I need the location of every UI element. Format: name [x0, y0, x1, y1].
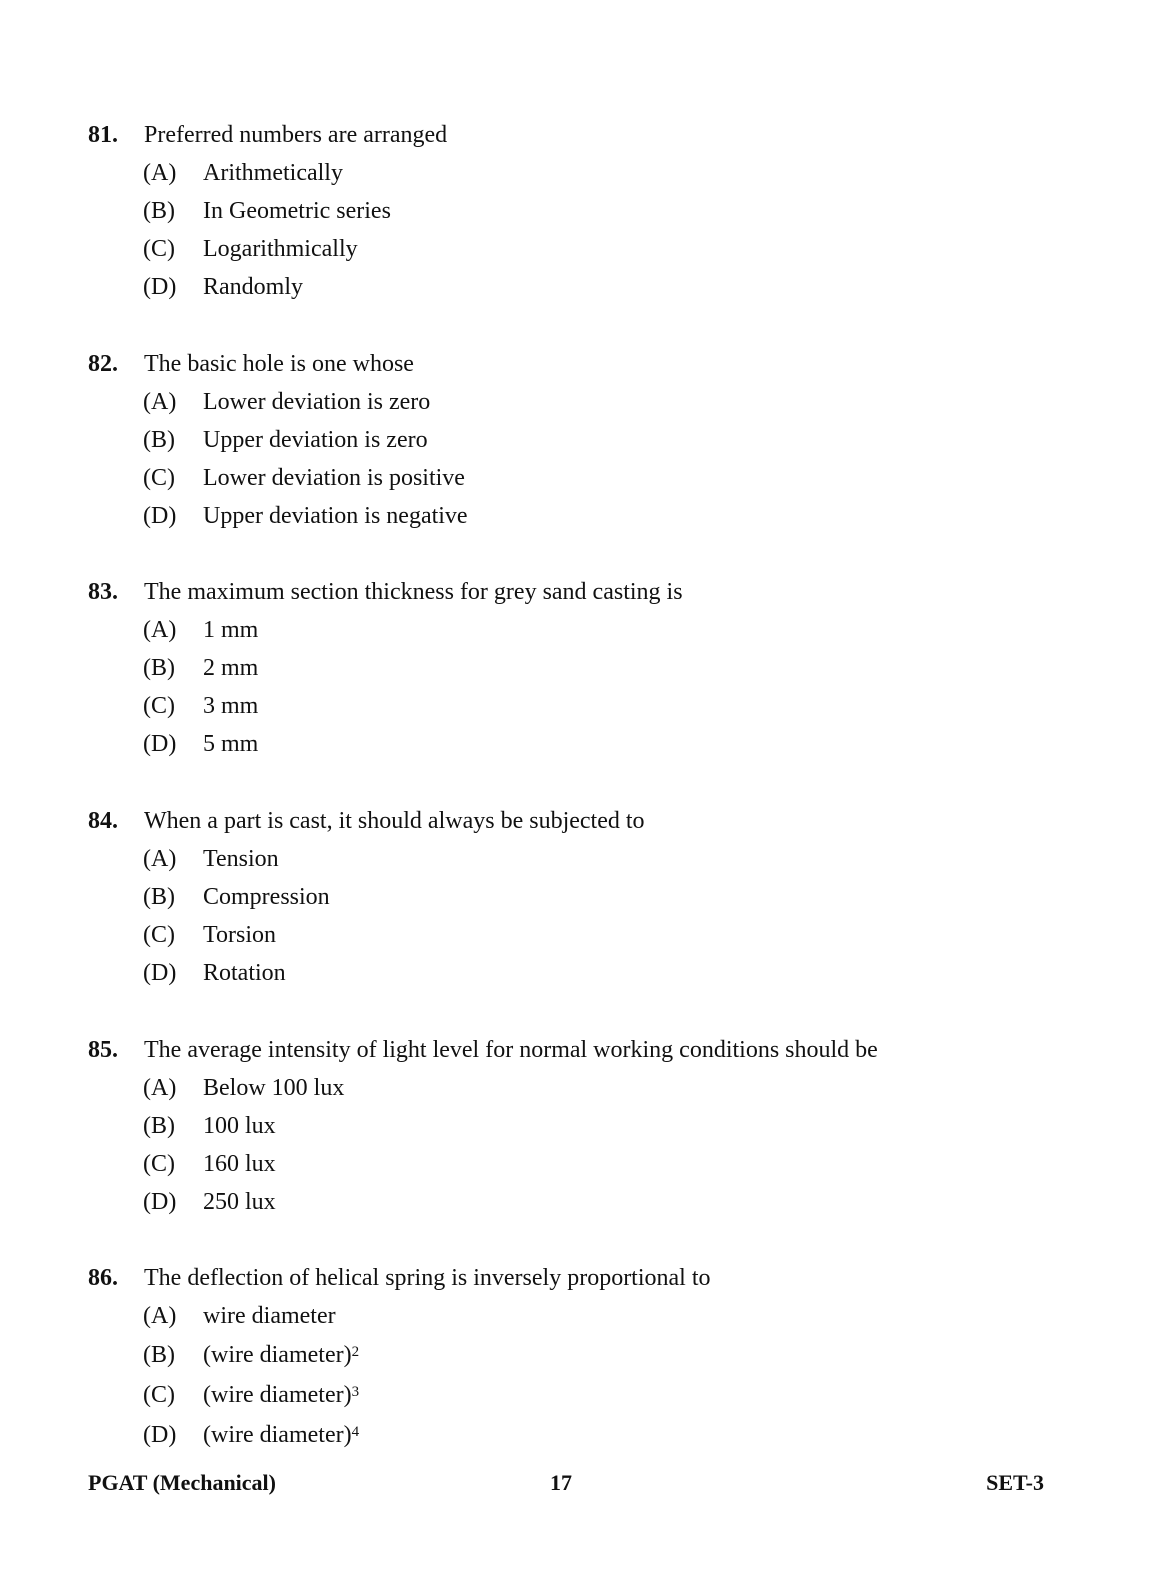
option-letter: (C) [143, 692, 175, 719]
option-text: (wire diameter) [203, 1381, 352, 1408]
option-text: 250 lux [203, 1188, 276, 1215]
option-b [88, 1335, 1048, 1375]
question-stem [88, 802, 1048, 840]
option-text: 100 lux [203, 1112, 276, 1139]
exponent: 3 [351, 1383, 360, 1400]
question-84 [88, 802, 1048, 992]
question-text: The maximum section thickness for grey sand casting is [144, 578, 683, 605]
option-b [88, 192, 1048, 230]
option-text: Upper deviation is zero [203, 426, 428, 453]
question-83 [88, 573, 1048, 763]
question-text: The deflection of helical spring is inversely proportional to [144, 1264, 711, 1291]
option-letter: (D) [143, 1188, 177, 1215]
option-d [88, 268, 1048, 306]
option-b [88, 1107, 1048, 1145]
option-letter: (C) [143, 464, 175, 491]
option-letter: (D) [143, 502, 177, 529]
question-82 [88, 345, 1048, 535]
question-81 [88, 116, 1048, 306]
option-text: (wire diameter) [203, 1341, 352, 1368]
option-text: Lower deviation is positive [203, 464, 465, 491]
option-letter: (A) [143, 616, 177, 643]
option-letter: (A) [143, 159, 177, 186]
question-text: The average intensity of light level for normal working conditions should be [144, 1036, 878, 1063]
question-number: 83. [88, 578, 118, 605]
option-b [88, 878, 1048, 916]
option-text: Arithmetically [203, 159, 343, 186]
question-stem [88, 573, 1048, 611]
option-a [88, 611, 1048, 649]
option-letter: (B) [143, 1112, 175, 1139]
option-a [88, 1069, 1048, 1107]
exponent: 2 [351, 1343, 360, 1360]
option-text: Rotation [203, 959, 286, 986]
option-b [88, 649, 1048, 687]
option-letter: (A) [143, 845, 177, 872]
question-86 [88, 1259, 1048, 1455]
question-stem [88, 345, 1048, 383]
option-letter: (D) [143, 959, 177, 986]
option-d [88, 1183, 1048, 1221]
option-b [88, 421, 1048, 459]
option-c [88, 459, 1048, 497]
option-d [88, 725, 1048, 763]
question-number: 84. [88, 807, 118, 834]
option-c [88, 1375, 1048, 1415]
question-number: 86. [88, 1264, 118, 1291]
option-letter: (A) [143, 1302, 177, 1329]
option-letter: (B) [143, 426, 175, 453]
option-a [88, 383, 1048, 421]
footer-subject: PGAT (Mechanical) [88, 1470, 276, 1495]
option-text: Below 100 lux [203, 1074, 345, 1101]
option-text: In Geometric series [203, 197, 391, 224]
option-c [88, 1145, 1048, 1183]
option-a [88, 1297, 1048, 1335]
option-letter: (B) [143, 883, 175, 910]
question-text: When a part is cast, it should always be subjected to [144, 807, 645, 834]
option-text: 160 lux [203, 1150, 276, 1177]
option-text: 3 mm [203, 692, 259, 719]
option-d [88, 497, 1048, 535]
question-number: 81. [88, 121, 118, 148]
option-c [88, 230, 1048, 268]
page-footer [88, 1470, 1044, 1500]
option-d [88, 1415, 1048, 1455]
option-d [88, 954, 1048, 992]
option-text: Randomly [203, 273, 303, 300]
option-c [88, 687, 1048, 725]
option-text: Compression [203, 883, 330, 910]
option-text: Torsion [203, 921, 276, 948]
question-text: Preferred numbers are arranged [144, 121, 448, 148]
option-letter: (D) [143, 1421, 177, 1448]
question-85 [88, 1031, 1048, 1221]
option-letter: (D) [143, 730, 177, 757]
option-text: Upper deviation is negative [203, 502, 468, 529]
option-c [88, 916, 1048, 954]
option-text: 1 mm [203, 616, 259, 643]
option-text: Lower deviation is zero [203, 388, 431, 415]
option-letter: (A) [143, 388, 177, 415]
option-text: wire diameter [203, 1302, 336, 1329]
option-letter: (B) [143, 1341, 175, 1368]
option-letter: (A) [143, 1074, 177, 1101]
option-text: 2 mm [203, 654, 259, 681]
option-letter: (C) [143, 921, 175, 948]
option-letter: (D) [143, 273, 177, 300]
option-text: 5 mm [203, 730, 259, 757]
option-letter: (B) [143, 654, 175, 681]
option-letter: (C) [143, 1381, 175, 1408]
option-a [88, 840, 1048, 878]
option-letter: (B) [143, 197, 175, 224]
question-number: 85. [88, 1036, 118, 1063]
question-text: The basic hole is one whose [144, 350, 414, 377]
option-text: (wire diameter) [203, 1421, 352, 1448]
option-a [88, 154, 1048, 192]
footer-set: SET-3 [986, 1470, 1044, 1495]
footer-page-number: 17 [550, 1470, 572, 1495]
option-text: Tension [203, 845, 279, 872]
question-stem [88, 1031, 1048, 1069]
option-text: Logarithmically [203, 235, 358, 262]
option-letter: (C) [143, 1150, 175, 1177]
question-stem [88, 116, 1048, 154]
question-stem [88, 1259, 1048, 1297]
question-number: 82. [88, 350, 118, 377]
option-letter: (C) [143, 235, 175, 262]
exponent: 4 [351, 1423, 360, 1440]
